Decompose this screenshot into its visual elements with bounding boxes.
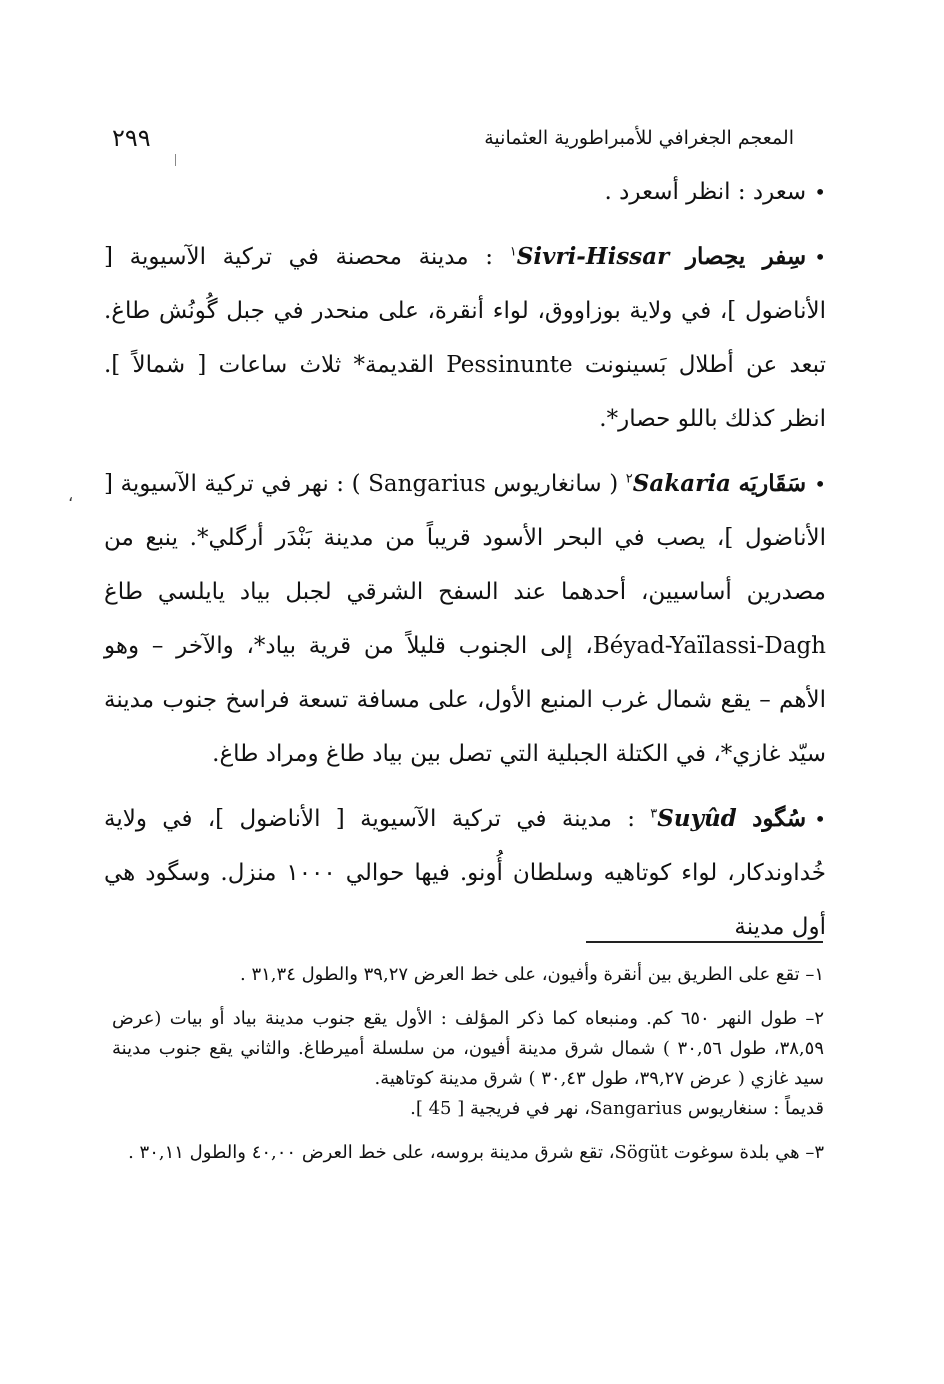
running-title: المعجم الجغرافي للأمبراطورية العثمانية xyxy=(484,127,794,149)
margin-mark: ، xyxy=(68,486,74,505)
footnote-text-extra: قديماً : سنغاريوس xyxy=(682,1098,824,1119)
entry-heading: سِفر يحِصار xyxy=(685,243,807,270)
entry-sivri-hissar xyxy=(104,230,826,446)
footnote-text: ٢– طول النهر ٦٥٠ كم. ومنبعاه كما ذكر المؤلف : الأول يقع جنوب مدينة بياد أو بيات (عرض ٣٨,٥٩، طول ٣٠,٥٦ ) شمال شرق مدينة أفيون، من سلسلة أميرطاغ. والثاني يقع جنوب مدينة سيد غازي ( عرض ٣٩,٢٧، طول ٣٠,٤٣ ) شرق مدينة كوتاهية. xyxy=(112,1008,824,1089)
footnotes xyxy=(112,960,824,1182)
page-header xyxy=(112,118,794,158)
entry-text-final: ، إلى الجنوب قليلاً من قرية بياد*، والآخر – وهو الأهم – يقع شمال غرب المنبع الأول، على مسافة تسعة فراسخ جنوب مدينة سيّد غازي*، في الكتلة الجبلية التي تصل بين بياد طاغ ومراد طاغ. xyxy=(104,633,826,767)
entry-text: : مدينة في تركية الآسيوية [ الأناضول ]، في ولاية خُداوندكار، لواء كوتاهيه وسلطان أُونو. فيها حوالي ١٠٠٠ منزل. وسگود هي أول مدينة xyxy=(104,806,826,940)
entry-text: ( سانغاريوس xyxy=(485,471,626,497)
entry-text-continued: القديمة* ثلاث ساعات [ شمالاً ]. انظر كذلك باللو حصار*. xyxy=(104,352,826,432)
footnote-text-end: ، تقع شرق مدينة بروسه، على خط العرض ٤٠,٠٠ والطول ٣٠,١١ . xyxy=(128,1142,615,1163)
entry-sard xyxy=(104,165,826,219)
main-text xyxy=(104,165,826,965)
bullet-icon: • xyxy=(814,807,826,831)
entry-latin-name: Suyûd xyxy=(657,805,737,832)
footnote-1 xyxy=(112,960,824,990)
entry-text-continued: ) : نهر في تركية الآسيوية [ الأناضول ]، يصب في البحر الأسود قريباً من مدينة بَنْدَر أرگلي*. ينبع من مصدرين أساسيين، أحدهما عند السفح الشرقي لجبل بياد يايلسي طاغ xyxy=(104,471,826,605)
footnote-3 xyxy=(112,1138,824,1168)
footnote-ref: ٣ xyxy=(650,806,658,822)
entry-latin-name: Sakaria xyxy=(632,470,731,497)
footnote-text: ١– تقع على الطريق بين أنقرة وأفيون، على خط العرض ٣٩,٢٧ والطول ٣١,٣٤ . xyxy=(240,964,824,985)
entry-text: : مدينة محصنة في تركية الآسيوية [ الأناضول ]، في ولاية بوزاووق، لواء أنقرة، على منحدر في جبل گُونُش طاغ. تبعد عن أطلال بَسينونت xyxy=(104,244,826,378)
footnote-latin-term: Sögüt xyxy=(614,1142,669,1163)
page-number: ٢٩٩ xyxy=(112,124,151,152)
footnote-text: ٣– هي بلدة سوغوت xyxy=(668,1142,824,1163)
entry-text: سعرد : انظر أسعرد . xyxy=(604,179,807,205)
footnote-latin-term: Sangarius xyxy=(590,1098,683,1119)
footnote-text-extra-end: ، نهر في فريجية [ 45 ]. xyxy=(410,1098,591,1119)
entry-heading: سُگود xyxy=(752,805,807,832)
entry-latin-term: Pessinunte xyxy=(446,352,573,378)
entry-latin-name: Sivri-Hissar xyxy=(516,243,670,270)
footnote-2 xyxy=(112,1004,824,1124)
entry-heading: سَقَاريَه xyxy=(738,470,807,497)
footnote-ref: ١ xyxy=(509,244,517,260)
footnote-ref: ٢ xyxy=(625,471,633,487)
entry-latin-term: Sangarius xyxy=(368,471,486,497)
footnote-separator xyxy=(586,941,823,943)
bullet-icon: • xyxy=(814,245,826,269)
bullet-icon: • xyxy=(814,472,826,496)
bullet-icon: • xyxy=(814,180,826,204)
entry-suyud xyxy=(104,792,826,954)
entry-latin-term-2: Béyad-Yaïlassi-Dagh xyxy=(592,633,826,659)
entry-sakaria xyxy=(104,457,826,781)
